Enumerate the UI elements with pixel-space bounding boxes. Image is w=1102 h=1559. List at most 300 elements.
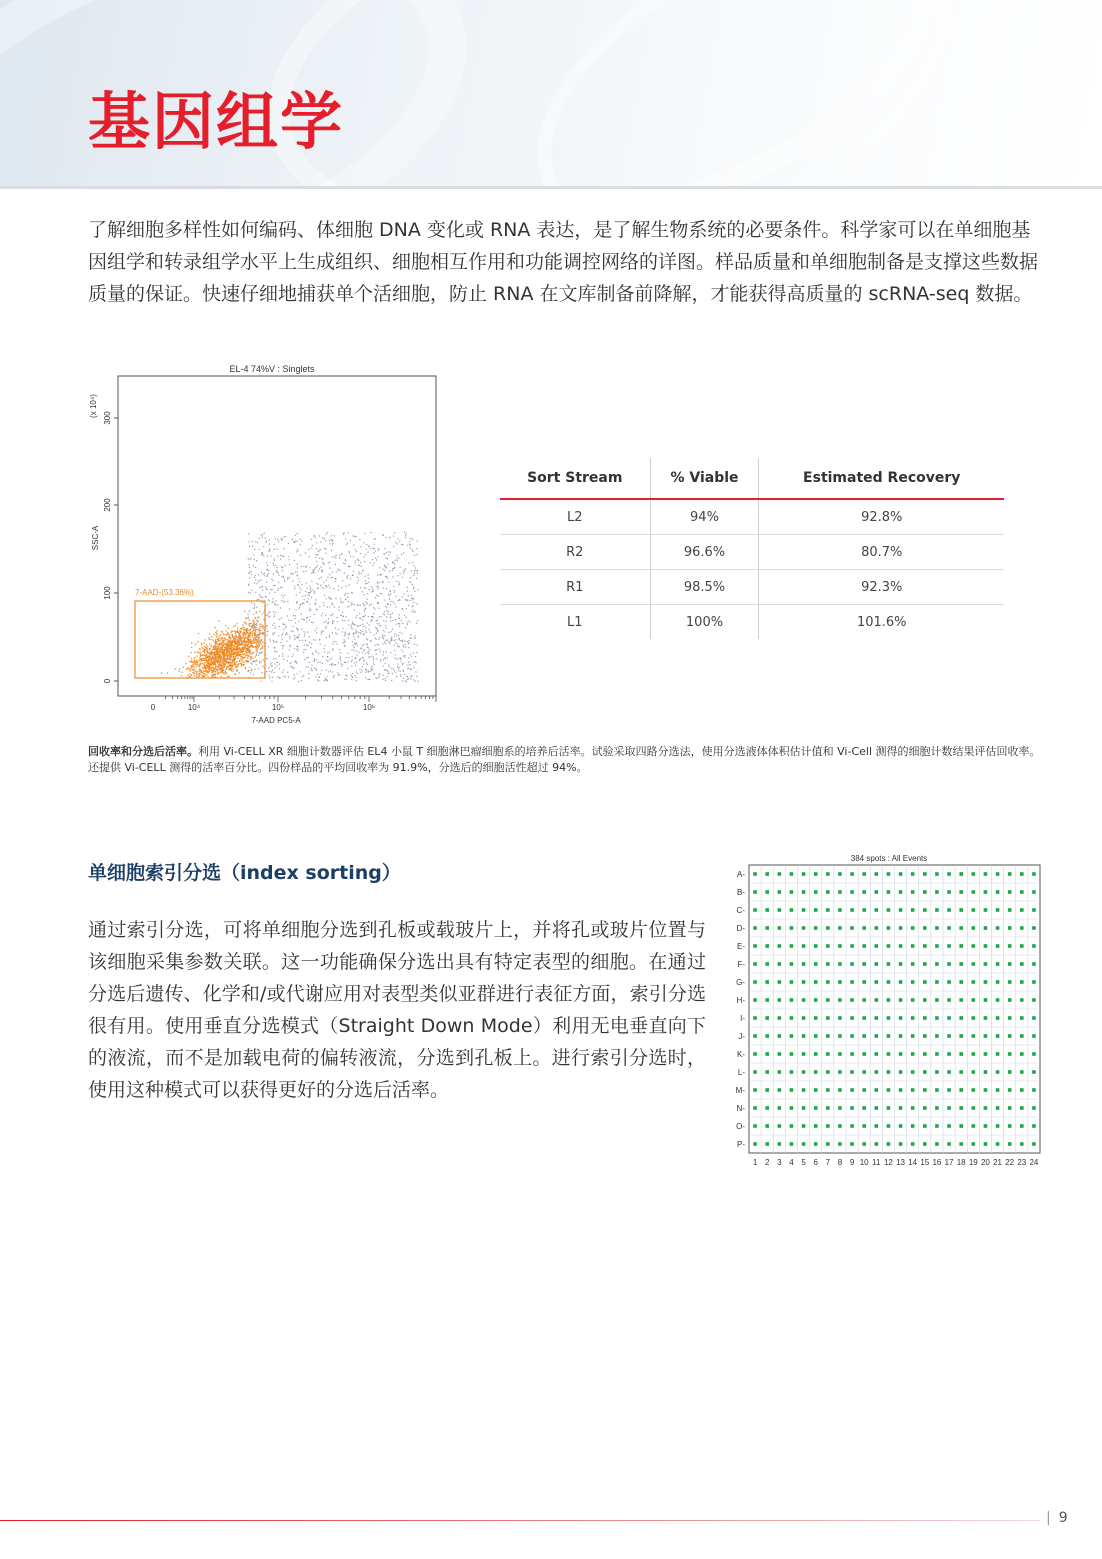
event-dot — [407, 623, 408, 624]
gated-event-dot — [210, 653, 212, 655]
gated-event-dot — [242, 638, 244, 640]
event-dot — [331, 535, 332, 536]
plate-spot — [753, 944, 757, 948]
event-dot — [273, 672, 274, 673]
gated-event-dot — [215, 639, 217, 641]
event-dot — [314, 630, 315, 631]
event-dot — [312, 622, 313, 623]
event-dot — [293, 615, 294, 616]
event-dot — [247, 629, 248, 630]
event-dot — [358, 632, 359, 633]
event-dot — [307, 631, 308, 632]
event-dot — [299, 587, 300, 588]
plate-spot — [887, 1142, 891, 1146]
gated-event-dot — [204, 666, 206, 668]
event-dot — [269, 540, 270, 541]
event-dot — [300, 671, 301, 672]
plate-spot — [850, 1016, 854, 1020]
gated-event-dot — [190, 676, 192, 678]
gated-event-dot — [254, 622, 256, 624]
event-dot — [363, 650, 364, 651]
event-dot — [330, 670, 331, 671]
event-dot — [320, 566, 321, 567]
gated-event-dot — [252, 658, 254, 660]
event-dot — [322, 656, 323, 657]
event-dot — [380, 651, 381, 652]
event-dot — [273, 623, 274, 624]
gated-event-dot — [249, 640, 251, 642]
plate-spot — [838, 944, 842, 948]
event-dot — [279, 619, 280, 620]
event-dot — [402, 680, 403, 681]
event-dot — [291, 573, 292, 574]
plate-spot — [1032, 890, 1036, 894]
event-dot — [371, 604, 372, 605]
gated-event-dot — [222, 645, 224, 647]
event-dot — [410, 654, 411, 655]
event-dot — [409, 547, 410, 548]
event-dot — [311, 548, 312, 549]
gated-event-dot — [252, 633, 254, 635]
event-dot — [391, 680, 392, 681]
event-dot — [345, 538, 346, 539]
event-dot — [382, 643, 383, 644]
gated-event-dot — [221, 662, 223, 664]
event-dot — [283, 536, 284, 537]
event-dot — [277, 556, 278, 557]
event-dot — [351, 627, 352, 628]
event-dot — [250, 592, 251, 593]
gated-event-dot — [257, 637, 259, 639]
event-dot — [417, 573, 418, 574]
event-dot — [410, 538, 411, 539]
event-dot — [377, 629, 378, 630]
event-dot — [343, 602, 344, 603]
event-dot — [338, 629, 339, 630]
event-dot — [331, 664, 332, 665]
plate-spot — [911, 1052, 915, 1056]
event-dot — [283, 576, 284, 577]
gated-event-dot — [227, 641, 229, 643]
event-dot — [321, 630, 322, 631]
event-dot — [332, 632, 333, 633]
event-dot — [359, 613, 360, 614]
plate-spot — [826, 1106, 830, 1110]
gated-event-dot — [249, 647, 251, 649]
gated-event-dot — [222, 665, 224, 667]
event-dot — [317, 674, 318, 675]
event-dot — [322, 613, 323, 614]
event-dot — [358, 625, 359, 626]
event-dot — [387, 577, 388, 578]
event-dot — [386, 607, 387, 608]
event-dot — [283, 645, 284, 646]
event-dot — [251, 574, 252, 575]
event-dot — [279, 626, 280, 627]
event-dot — [394, 532, 395, 533]
plate-spot — [826, 926, 830, 930]
event-dot — [260, 630, 261, 631]
plate-spot — [1008, 998, 1012, 1002]
event-dot — [356, 661, 357, 662]
gated-event-dot — [221, 676, 223, 678]
plate-spot — [790, 1106, 794, 1110]
event-dot — [378, 639, 379, 640]
gated-event-dot — [235, 664, 237, 666]
plate-spot — [887, 1034, 891, 1038]
event-dot — [394, 563, 395, 564]
event-dot — [267, 613, 268, 614]
event-dot — [373, 662, 374, 663]
event-dot — [370, 548, 371, 549]
event-dot — [318, 680, 319, 681]
gated-event-dot — [224, 650, 226, 652]
event-dot — [335, 632, 336, 633]
event-dot — [409, 600, 410, 601]
gated-event-dot — [210, 668, 212, 670]
event-dot — [261, 597, 262, 598]
event-dot — [374, 634, 375, 635]
event-dot — [347, 593, 348, 594]
event-dot — [319, 568, 320, 569]
gated-event-dot — [232, 671, 234, 673]
event-dot — [355, 677, 356, 678]
event-dot — [305, 566, 306, 567]
event-dot — [383, 651, 384, 652]
plate-spot — [984, 1070, 988, 1074]
event-dot — [261, 624, 262, 625]
column-header: % Viable — [650, 458, 759, 499]
plate-spot — [947, 1124, 951, 1128]
gated-event-dot — [223, 633, 225, 635]
plate-spot — [996, 908, 1000, 912]
gated-event-dot — [244, 642, 246, 644]
event-dot — [274, 614, 275, 615]
plate-row-label: P- — [737, 1140, 745, 1149]
event-dot — [406, 533, 407, 534]
event-dot — [276, 567, 277, 568]
event-dot — [362, 631, 363, 632]
event-dot — [261, 681, 262, 682]
gated-event-dot — [243, 661, 245, 663]
event-dot — [292, 631, 293, 632]
event-dot — [394, 603, 395, 604]
event-dot — [295, 572, 296, 573]
gated-event-dot — [227, 649, 229, 651]
event-dot — [276, 662, 277, 663]
plate-spot — [1020, 872, 1024, 876]
gated-event-dot — [246, 638, 248, 640]
gated-event-dot — [228, 627, 230, 629]
event-dot — [282, 633, 283, 634]
event-dot — [248, 592, 249, 593]
event-dot — [405, 646, 406, 647]
table-cell: 100% — [650, 605, 759, 640]
event-dot — [386, 552, 387, 553]
plate-spot — [984, 1034, 988, 1038]
event-dot — [321, 577, 322, 578]
plate-spot — [753, 1034, 757, 1038]
event-dot — [385, 625, 386, 626]
event-dot — [299, 640, 300, 641]
plate-spot — [765, 944, 769, 948]
event-dot — [341, 615, 342, 616]
event-dot — [249, 667, 250, 668]
event-dot — [273, 563, 274, 564]
event-dot — [366, 544, 367, 545]
event-dot — [296, 673, 297, 674]
event-dot — [282, 672, 283, 673]
gated-event-dot — [196, 665, 198, 667]
event-dot — [378, 623, 379, 624]
plate-spot — [972, 980, 976, 984]
plate-spot — [887, 1016, 891, 1020]
event-dot — [310, 588, 311, 589]
gated-event-dot — [226, 660, 228, 662]
plate-spot — [826, 1142, 830, 1146]
event-dot — [401, 554, 402, 555]
event-dot — [302, 595, 303, 596]
section-heading: 单细胞索引分选（index sorting） — [88, 862, 401, 884]
plate-spot — [935, 1124, 939, 1128]
plate-spot — [899, 1106, 903, 1110]
gated-event-dot — [231, 647, 233, 649]
event-dot — [407, 599, 408, 600]
event-dot — [343, 616, 344, 617]
event-dot — [368, 574, 369, 575]
gated-event-dot — [240, 639, 242, 641]
gated-event-dot — [262, 641, 264, 643]
plate-spot — [838, 1106, 842, 1110]
gated-event-dot — [211, 655, 213, 657]
plate-spot — [935, 1088, 939, 1092]
gated-event-dot — [237, 646, 239, 648]
event-dot — [289, 608, 290, 609]
event-dot — [266, 596, 267, 597]
gated-event-dot — [209, 649, 211, 651]
event-dot — [264, 575, 265, 576]
gated-event-dot — [185, 663, 187, 665]
event-dot — [309, 642, 310, 643]
plate-spot — [923, 1016, 927, 1020]
gated-event-dot — [213, 671, 215, 673]
event-dot — [268, 667, 269, 668]
plate-spot — [911, 1070, 915, 1074]
event-dot — [331, 541, 332, 542]
plate-spot — [753, 1124, 757, 1128]
event-dot — [280, 607, 281, 608]
gated-event-dot — [203, 670, 205, 672]
plate-spot — [887, 1124, 891, 1128]
plate-spot — [778, 980, 782, 984]
event-dot — [303, 571, 304, 572]
gated-event-dot — [178, 671, 180, 673]
event-dot — [279, 677, 280, 678]
gated-event-dot — [191, 647, 193, 649]
event-dot — [272, 669, 273, 670]
plate-spot — [875, 980, 879, 984]
event-dot — [289, 559, 290, 560]
plate-spot — [935, 962, 939, 966]
event-dot — [408, 620, 409, 621]
event-dot — [315, 537, 316, 538]
event-dot — [339, 674, 340, 675]
gated-event-dot — [233, 669, 235, 671]
event-dot — [357, 673, 358, 674]
event-dot — [259, 611, 260, 612]
gated-event-dot — [232, 660, 234, 662]
column-header: Estimated Recovery — [759, 458, 1004, 499]
event-dot — [403, 573, 404, 574]
event-dot — [353, 633, 354, 634]
event-dot — [276, 665, 277, 666]
event-dot — [401, 620, 402, 621]
plate-spot — [923, 1070, 927, 1074]
gated-event-dot — [203, 651, 205, 653]
plate-spot — [996, 1088, 1000, 1092]
event-dot — [377, 581, 378, 582]
event-dot — [354, 675, 355, 676]
event-dot — [370, 532, 371, 533]
gated-event-dot — [210, 639, 212, 641]
event-dot — [390, 652, 391, 653]
gated-event-dot — [215, 671, 217, 673]
event-dot — [338, 585, 339, 586]
gated-event-dot — [213, 634, 215, 636]
event-dot — [415, 656, 416, 657]
plate-spot — [972, 926, 976, 930]
gated-event-dot — [202, 658, 204, 660]
plate-spot — [826, 944, 830, 948]
plate-spot — [765, 1142, 769, 1146]
event-dot — [387, 558, 388, 559]
event-dot — [294, 560, 295, 561]
event-dot — [315, 557, 316, 558]
event-dot — [266, 576, 267, 577]
plate-spot — [972, 908, 976, 912]
event-dot — [327, 660, 328, 661]
event-dot — [396, 635, 397, 636]
event-dot — [324, 651, 325, 652]
event-dot — [297, 630, 298, 631]
plate-spot — [814, 1070, 818, 1074]
event-dot — [326, 580, 327, 581]
event-dot — [408, 595, 409, 596]
event-dot — [348, 601, 349, 602]
event-dot — [394, 670, 395, 671]
plate-spot — [802, 1016, 806, 1020]
gated-event-dot — [224, 660, 226, 662]
gated-event-dot — [210, 657, 212, 659]
event-dot — [370, 641, 371, 642]
event-dot — [276, 549, 277, 550]
plate-spot — [947, 998, 951, 1002]
event-dot — [256, 606, 257, 607]
gated-event-dot — [220, 654, 222, 656]
plate-spot — [814, 980, 818, 984]
gated-event-dot — [244, 656, 246, 658]
plate-spot — [959, 962, 963, 966]
event-dot — [297, 549, 298, 550]
event-dot — [266, 589, 267, 590]
event-dot — [385, 606, 386, 607]
plate-spot — [996, 1016, 1000, 1020]
event-dot — [247, 618, 248, 619]
event-dot — [315, 650, 316, 651]
event-dot — [338, 606, 339, 607]
gated-event-dot — [239, 645, 241, 647]
event-dot — [346, 657, 347, 658]
event-dot — [348, 634, 349, 635]
plate-row-label: A- — [737, 870, 745, 879]
plate-spot — [826, 1124, 830, 1128]
plate-row-label: K- — [737, 1050, 745, 1059]
plate-spot — [947, 1016, 951, 1020]
plate-spot — [923, 908, 927, 912]
event-dot — [365, 587, 366, 588]
gated-event-dot — [216, 650, 218, 652]
event-dot — [363, 657, 364, 658]
plate-column-label: 1 — [752, 1158, 758, 1167]
event-dot — [248, 533, 249, 534]
gated-event-dot — [250, 639, 252, 641]
event-dot — [363, 603, 364, 604]
event-dot — [259, 661, 260, 662]
event-dot — [368, 624, 369, 625]
event-dot — [250, 672, 251, 673]
event-dot — [333, 641, 334, 642]
event-dot — [355, 617, 356, 618]
plate-spot — [1008, 872, 1012, 876]
gated-event-dot — [250, 643, 252, 645]
event-dot — [384, 614, 385, 615]
event-dot — [407, 590, 408, 591]
gated-event-dot — [206, 644, 208, 646]
event-dot — [365, 677, 366, 678]
event-dot — [394, 633, 395, 634]
gated-event-dot — [209, 643, 211, 645]
gated-event-dot — [233, 626, 235, 628]
gated-event-dot — [230, 667, 232, 669]
plate-spot — [850, 872, 854, 876]
event-dot — [265, 586, 266, 587]
event-dot — [266, 540, 267, 541]
gated-event-dot — [244, 629, 246, 631]
event-dot — [417, 645, 418, 646]
event-dot — [373, 673, 374, 674]
event-dot — [287, 577, 288, 578]
event-dot — [411, 570, 412, 571]
gated-event-dot — [240, 656, 242, 658]
event-dot — [269, 544, 270, 545]
event-dot — [407, 545, 408, 546]
event-dot — [282, 539, 283, 540]
event-dot — [251, 669, 252, 670]
event-dot — [381, 616, 382, 617]
event-dot — [285, 536, 286, 537]
event-dot — [255, 592, 256, 593]
table-row — [500, 605, 1004, 640]
gated-event-dot — [204, 652, 206, 654]
event-dot — [319, 578, 320, 579]
event-dot — [356, 615, 357, 616]
plate-row-label: J- — [738, 1032, 745, 1041]
event-dot — [367, 552, 368, 553]
gated-event-dot — [190, 652, 192, 654]
event-dot — [384, 670, 385, 671]
event-dot — [329, 540, 330, 541]
event-dot — [275, 565, 276, 566]
